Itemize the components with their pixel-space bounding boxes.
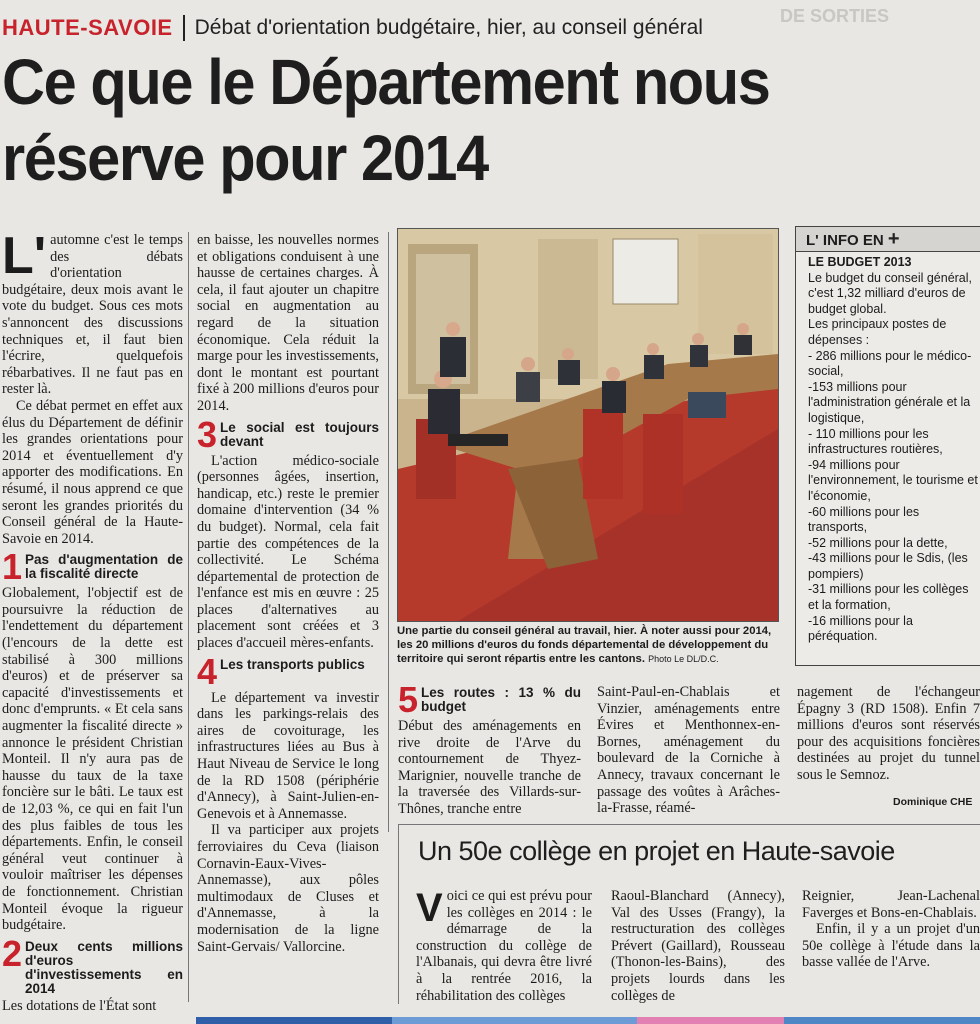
section-5-text: Début des aménagements en rive droite de l'Arve du contournement de Thyez-Marignier, nouvelle tranche de la traversée des Villards-sur-Thônes, tranche entre (398, 718, 581, 817)
section-2-number: 2 (2, 932, 23, 974)
column-rule-1 (188, 232, 189, 1002)
section-4-number: 4 (197, 650, 218, 692)
section-3-heading (197, 413, 379, 455)
column-5-text: nagement de l'échangeur Épagny 3 (RD 1508). Enfin 7 millions d'euros sont réservés pour des acquisitions foncières destinées au projet du tunnel sous le Semnoz. (797, 684, 980, 783)
college-column-1-text: oici ce qui est prévu pour les collèges en 2014 : le démarrage de la construction du collège de l'Albanais, qui devra être livré à la rentrée 2016, la réhabilitation des collèges (416, 888, 592, 1004)
section-5-title: Les routes : 13 % du budget (421, 685, 581, 714)
section-5-heading (398, 679, 581, 720)
headline-line-1: Ce que le Département nous (2, 46, 770, 118)
info-box-title: LE BUDGET 2013 (808, 255, 912, 269)
photo-caption (397, 624, 777, 666)
info-box-item: - 110 millions pour les infrastructures routières, (808, 426, 943, 457)
section-2-title: Deux cents millions d'euros d'investissements en 2014 (25, 938, 183, 996)
photo-credit: Photo Le DL/D.C. (648, 654, 719, 664)
section-3-number: 3 (197, 413, 218, 455)
section-3-text: L'action médico-sociale (personnes âgées, insertion, handicap, etc.) reste le premier domaine d'intervention (34 % du budget). Normal, cela fait partie des compétences de la collectivité. Le Schéma départemental de protection de l'enfance est mis en œuvre : 25 places d'alternatives au placement sont créées et 3 places d'accueil mères-enfants. (197, 452, 379, 652)
intro-dropcap: L' (2, 227, 47, 285)
section-4-paragraph-2: Il va participer aux projets ferroviaires du Ceva (liaison Cornavin-Eaux-Vives-Annemasse), aux pôles multimodaux de Cluses et d'Annemasse, à la modernisation de la ligne Saint-Gervais/ Vallorcine. (197, 822, 379, 955)
photo-caption-text: Une partie du conseil général au travail, hier. À noter aussi pour 2014, les 20 millions d'euros du fonds départemental de développement du territoire qui seront répartis entre les cantons. (397, 625, 772, 665)
college-column-3-paragraph-2: Enfin, il y a un projet d'un 50e collège à l'étude dans la basse vallée de l'Arve. (802, 921, 980, 971)
info-box-item: - 286 millions pour le médico-social, (808, 348, 972, 379)
section-1-number: 1 (2, 546, 23, 588)
column-4-text: Saint-Paul-en-Chablais et Vinzier, aménagements entre Évires et Menthonnex-en-Bornes, aménagement du boulevard de la Corniche à Annecy, travaux concernant le passage des voûtes à Arâches-la-Frasse, réamé- (597, 684, 780, 817)
column-5 (797, 684, 980, 784)
section-1-text: Globalement, l'objectif est de poursuivre la réduction de l'endettement du département (l'encours de la dette est stabilisé à 300 millions d'euros) et de préserver sa capacité d'investissements et donc d'emprunts. « Et cela sans augmenter la fiscalité directe » annonce le président Christian Monteil. Il n'y aura pas de hausse du taux de la taxe foncière sur le bâti. Le taux est de 12,03 %, ce qui en fait l'un des plus faibles de tous les départements. Enfin, le conseil général veut continuer à vouloir maîtriser les dépenses de fonctionnement. Christian Monteil évoque la rigueur budgétaire. (2, 585, 183, 934)
headline (2, 44, 876, 196)
info-box (795, 226, 980, 666)
info-box-item: -60 millions pour les transports, (808, 504, 920, 535)
side-strip-text: DE SORTIES (780, 6, 890, 26)
info-box-item: -43 millions pour le Sdis, (les pompiers) (808, 551, 968, 581)
kicker-divider (183, 15, 185, 41)
info-box-intro: Le budget du conseil général, c'est 1,32 milliard d'euros de budget global. (808, 270, 973, 316)
info-box-item: -16 millions pour la péréquation. (808, 613, 913, 644)
info-box-header (796, 227, 980, 252)
info-box-item: -31 millions pour les collèges et la formation, (808, 582, 969, 613)
college-column-3-paragraph-1: Reignier, Jean-Lachenal Faverges et Bons-en-Chablais. (802, 888, 980, 921)
college-dropcap: V (416, 886, 443, 930)
column-4 (597, 684, 780, 817)
bottom-color-strip (0, 1017, 980, 1024)
college-column-2 (611, 888, 785, 1004)
section-2-heading (2, 932, 183, 996)
column-3 (398, 680, 581, 818)
info-box-body (796, 252, 980, 645)
section-5-number: 5 (398, 679, 419, 720)
column-rule-2 (388, 232, 389, 832)
section-4-paragraph-1: Le département va investir dans les parkings-relais des aires de covoiturage, les infrastructures liées au Bus à Haut Niveau de Service le long de la RD 1508 (périphérie d'Annecy), à Saint-Julien-en-Genevois et à Annemasse. (197, 689, 379, 822)
college-box-rule (398, 824, 980, 825)
kicker-subtitle: Débat d'orientation budgétaire, hier, au conseil général (194, 16, 703, 39)
section-4-title: Les transports publics (220, 656, 365, 672)
headline-line-2: réserve pour 2014 (2, 122, 488, 194)
column-2-top-text: en baisse, les nouvelles normes et obligations conduisent à une hausse de certaines charges. À cela, il faut ajouter un chapitre social en augmentation au regard de la situation économique. Cela réduit la marge pour les investissements, dont le montant est pourtant fixé à 200 millions d'euros pour 2014. (197, 232, 379, 414)
college-column-2-text: Raoul-Blanchard (Annecy), Val des Usses (Frangy), la restructuration des collèges Prévert (Gaillard), Rousseau (Thonon-les-Bains), des projets lourds dans les collèges de (611, 888, 785, 1004)
section-4-heading (197, 650, 379, 692)
kicker (0, 12, 703, 44)
side-strip (770, 0, 980, 40)
college-box-left-rule (398, 824, 399, 1004)
college-column-1 (416, 888, 592, 1004)
plus-icon: + (887, 228, 900, 250)
info-box-item: -153 millions pour l'administration générale et la logistique, (808, 379, 971, 425)
college-column-3 (802, 888, 980, 971)
column-1 (2, 227, 183, 1014)
section-label: HAUTE-SAVOIE (0, 15, 179, 41)
intro-paragraph-2: Ce débat permet en effet aux élus du Département de définir les grandes orientations pour 2014 et éventuellement d'y apporter des modifications. En résumé, il nous apprend ce que seront les grandes priorités du Conseil général de la Haute-Savoie en 2014. (2, 397, 183, 547)
section-1-heading (2, 546, 183, 588)
section-2-text: Les dotations de l'État sont (2, 997, 157, 1014)
council-photo (397, 228, 779, 622)
council-photo-illustration (398, 229, 778, 621)
column-2 (197, 232, 379, 955)
college-headline: Un 50e collège en projet en Haute-savoie (418, 836, 895, 866)
info-box-item: -94 millions pour l'environnement, le tourisme et l'économie, (808, 457, 978, 503)
author-signature: Dominique CHE (893, 796, 973, 808)
info-box-header-label: L' INFO EN (806, 232, 884, 249)
info-box-item: -52 millions pour la dette, (808, 535, 948, 550)
section-3-title: Le social est toujours devant (220, 419, 379, 449)
info-box-lead: Les principaux postes de dépenses : (808, 317, 947, 347)
section-1-title: Pas d'augmentation de la fiscalité directe (25, 552, 183, 582)
intro-paragraph-1: automne c'est le temps des débats d'orientation budgétaire, deux mois avant le vote du budget. Sous ces mots s'annoncent des discussions techniques et, il faut bien l'écrire, quelquefois rébarbatives. Il ne faut pas en rester là. (2, 232, 183, 398)
